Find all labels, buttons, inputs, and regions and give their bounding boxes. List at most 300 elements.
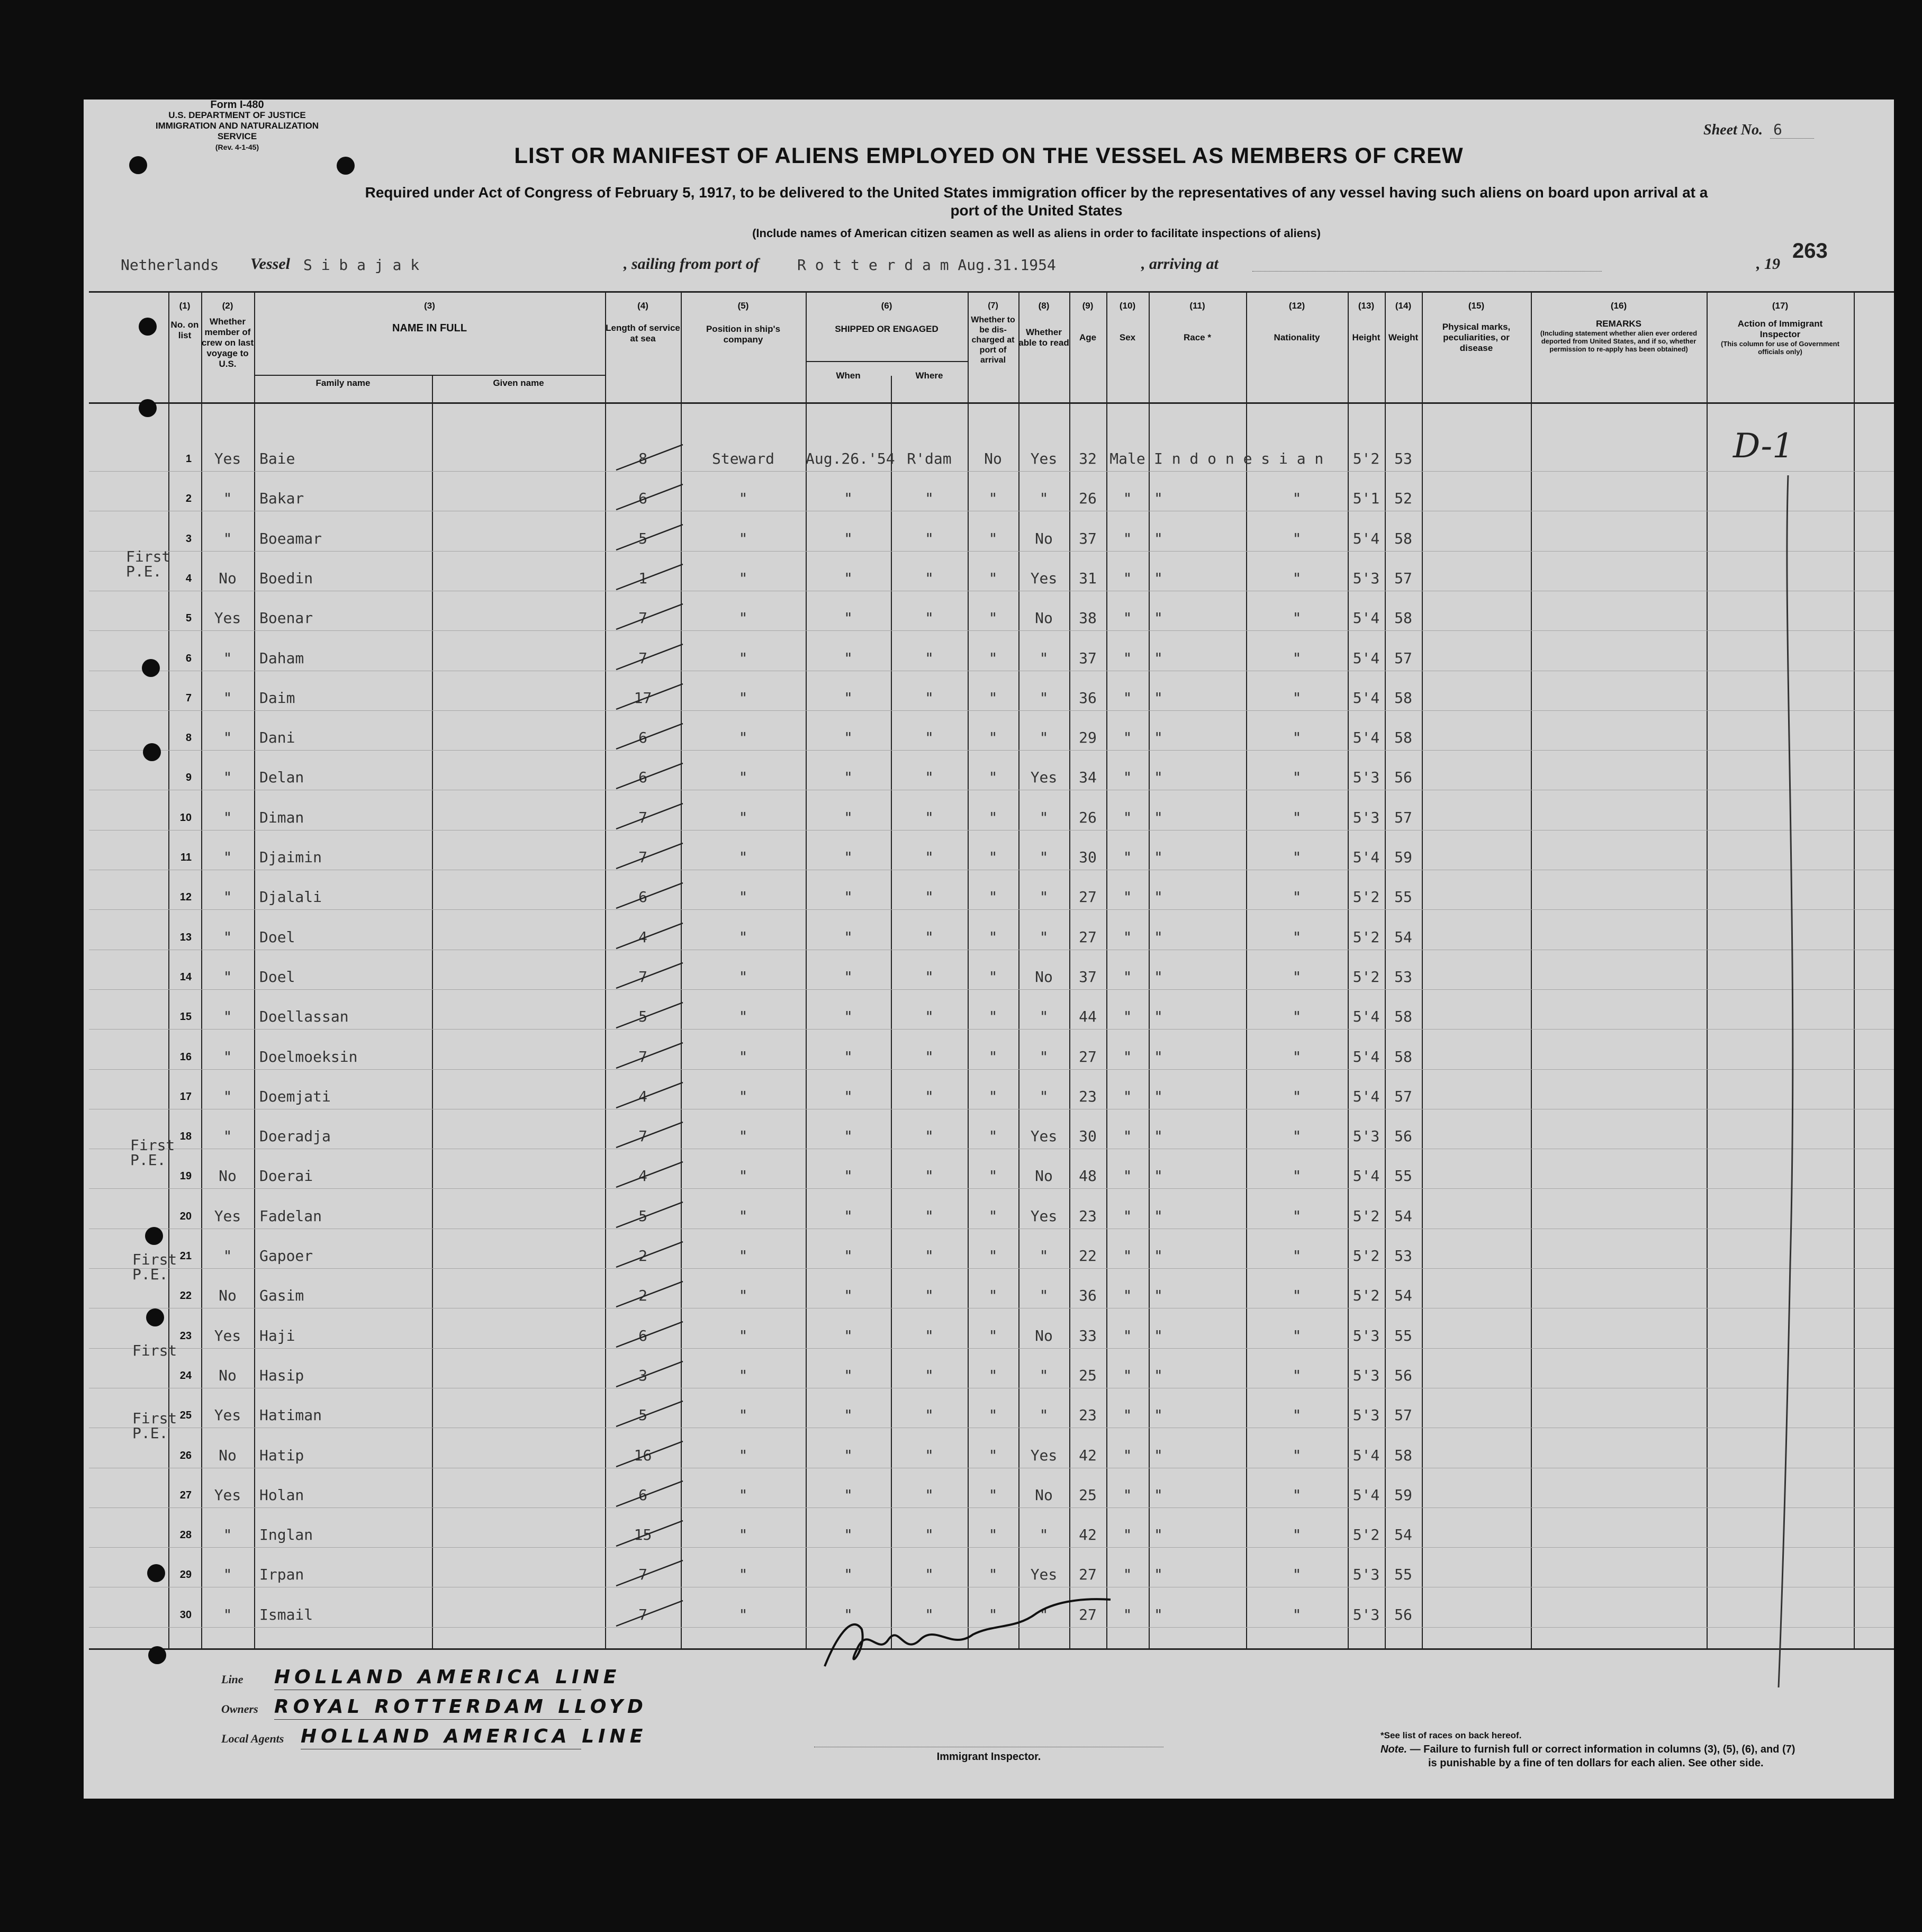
cell-discharged: ": [988, 1008, 998, 1026]
row-rule: [89, 1268, 1894, 1269]
cell-when: ": [844, 1247, 853, 1265]
service-tally-mark: [613, 720, 687, 752]
cell-weight: 58: [1394, 1008, 1412, 1026]
cell-age: 23: [1079, 1087, 1097, 1105]
cell-family: Gasim: [259, 1287, 304, 1305]
note-label: Note.: [1380, 1744, 1407, 1755]
cell-position: ": [738, 529, 748, 547]
cell-age: 34: [1079, 769, 1097, 787]
cell-sex: ": [1123, 1326, 1132, 1344]
service-tally-mark: [613, 1398, 687, 1430]
cell-nationality: ": [1292, 1446, 1302, 1464]
margin-note-row22: [132, 1252, 177, 1282]
cell-race: ": [1154, 1207, 1163, 1225]
cell-when: ": [844, 1087, 853, 1105]
cell-where: ": [925, 569, 934, 587]
cell-age: 25: [1079, 1486, 1097, 1504]
table-row: [84, 729, 1894, 750]
cell-nationality: ": [1292, 569, 1302, 587]
table-row: [84, 888, 1894, 909]
cell-read: ": [1039, 1087, 1049, 1105]
cell-family: Dani: [259, 729, 295, 747]
col-num-5: (5): [737, 301, 749, 311]
cell-crew: No: [219, 569, 237, 587]
binder-hole: [148, 1646, 166, 1664]
cell-read: Yes: [1030, 1446, 1058, 1464]
cell-position: ": [738, 848, 748, 866]
table-row: [84, 1526, 1894, 1547]
cell-service: 7: [638, 848, 647, 866]
margin-note-first: First: [132, 1251, 177, 1268]
cell-weight: 55: [1394, 888, 1412, 906]
col-label-1: No. on list: [170, 320, 199, 340]
margin-note-row24: [132, 1343, 177, 1358]
cell-crew: ": [223, 649, 232, 667]
row-rule: [89, 750, 1894, 751]
cell-weight: 54: [1394, 1287, 1412, 1305]
service-tally-mark: [613, 1358, 687, 1390]
cell-read: ": [1039, 928, 1049, 946]
cell-weight: 52: [1394, 490, 1412, 508]
cell-discharged: ": [988, 808, 998, 826]
cell-family: Doel: [259, 968, 295, 986]
cell-crew: Yes: [214, 1326, 241, 1344]
cell-weight: 53: [1394, 450, 1412, 467]
cell-age: 48: [1079, 1167, 1097, 1185]
cell-read: No: [1035, 968, 1053, 986]
cell-crew: ": [223, 928, 232, 946]
table-row: [84, 1008, 1894, 1029]
cell-where: ": [925, 1048, 934, 1066]
cell-weight: 55: [1394, 1566, 1412, 1584]
cell-race: ": [1154, 1605, 1163, 1623]
cell-crew: No: [219, 1446, 237, 1464]
cell-read: Yes: [1030, 450, 1058, 467]
cell-age: 27: [1079, 928, 1097, 946]
row-rule: [89, 1069, 1894, 1070]
cell-read: Yes: [1030, 1566, 1058, 1584]
cell-nationality: ": [1292, 1087, 1302, 1105]
service-tally-mark: [613, 521, 687, 553]
cell-nationality: ": [1292, 848, 1302, 866]
cell-where: ": [925, 928, 934, 946]
cell-when: ": [844, 1048, 853, 1066]
cell-family: Irpan: [259, 1566, 304, 1584]
cell-read: ": [1039, 490, 1049, 508]
cell-service: 7: [638, 1127, 647, 1145]
cell-position: ": [738, 1526, 748, 1544]
cell-where: ": [925, 848, 934, 866]
cell-age: 32: [1079, 450, 1097, 467]
cell-no: 6: [185, 652, 192, 664]
cell-sex: ": [1123, 808, 1132, 826]
cell-age: 27: [1079, 1048, 1097, 1066]
binder-hole: [139, 399, 157, 417]
cell-position: ": [738, 888, 748, 906]
binder-hole: [129, 156, 147, 174]
cell-read: ": [1039, 888, 1049, 906]
table-row: [84, 450, 1894, 471]
cell-position: ": [738, 1087, 748, 1105]
cell-position: ": [738, 1566, 748, 1584]
cell-where: ": [925, 649, 934, 667]
cell-family: Diman: [259, 808, 304, 826]
cell-where: ": [925, 968, 934, 986]
cell-no: 26: [179, 1449, 192, 1461]
cell-family: Djalali: [259, 888, 322, 906]
cell-weight: 54: [1394, 928, 1412, 946]
inspector-mark: D-1: [1733, 427, 1794, 466]
cell-when: ": [844, 529, 853, 547]
cell-age: 23: [1079, 1406, 1097, 1424]
cell-weight: 56: [1394, 1127, 1412, 1145]
cell-crew: ": [223, 1087, 232, 1105]
cell-when: ": [844, 1127, 853, 1145]
cell-position: ": [738, 1048, 748, 1066]
year-label: , 19: [1756, 255, 1780, 273]
cell-read: ": [1039, 1048, 1049, 1066]
cell-sex: ": [1123, 1605, 1132, 1623]
cell-crew: Yes: [214, 1406, 241, 1424]
cell-nationality: ": [1292, 1167, 1302, 1185]
cell-when: ": [844, 569, 853, 587]
cell-no: 23: [179, 1330, 192, 1342]
service-tally-mark: [613, 601, 687, 633]
row-rule: [89, 1348, 1894, 1349]
table-row: [84, 490, 1894, 511]
cell-sex: ": [1123, 928, 1132, 946]
cell-race: ": [1154, 1048, 1163, 1066]
table-row: [84, 1367, 1894, 1388]
col-note-16: (Including statement whether alien ever ordered deported from United States, and if so, whether permission to re-apply has been obtained): [1540, 329, 1698, 353]
cell-service: 5: [638, 1207, 647, 1225]
cell-nationality: ": [1292, 1127, 1302, 1145]
row-rule: [89, 1507, 1894, 1508]
cell-weight: 58: [1394, 689, 1412, 707]
margin-note-row19: [130, 1138, 175, 1168]
cell-discharged: ": [988, 1048, 998, 1066]
cell-family: Haji: [259, 1326, 295, 1344]
cell-read: ": [1039, 1287, 1049, 1305]
service-tally-mark: [613, 760, 687, 792]
cell-family: Djaimin: [259, 848, 322, 866]
service-tally-mark: [613, 1557, 687, 1589]
cell-service: 4: [638, 1167, 647, 1185]
row-rule: [89, 1547, 1894, 1548]
cell-race: ": [1154, 888, 1163, 906]
service-tally-mark: [613, 641, 687, 673]
cell-discharged: ": [988, 1526, 998, 1544]
cell-age: 37: [1079, 968, 1097, 986]
cell-height: 5'4: [1352, 1048, 1380, 1066]
cell-age: 36: [1079, 1287, 1097, 1305]
cell-read: ": [1039, 1526, 1049, 1544]
cell-read: No: [1035, 1486, 1053, 1504]
cell-sex: ": [1123, 1207, 1132, 1225]
col-label-13: Height: [1352, 332, 1380, 342]
inspector-label: Immigrant Inspector.: [936, 1751, 1041, 1763]
cell-race: ": [1154, 1406, 1163, 1424]
cell-age: 29: [1079, 729, 1097, 747]
cell-discharged: ": [988, 1167, 998, 1185]
cell-family: Doellassan: [259, 1008, 349, 1026]
cell-sex: ": [1123, 649, 1132, 667]
cell-nationality: ": [1292, 1566, 1302, 1584]
cell-no: 7: [185, 692, 192, 704]
form-number: Form I-480: [210, 100, 264, 111]
cell-where: ": [925, 888, 934, 906]
margin-note-first: First: [132, 1342, 177, 1359]
cell-family: Holan: [259, 1486, 304, 1504]
col-label-16: REMARKS: [1596, 319, 1641, 329]
cell-when: ": [844, 1566, 853, 1584]
cell-age: 27: [1079, 1605, 1097, 1623]
cell-race: ": [1154, 649, 1163, 667]
service-tally-mark: [613, 1438, 687, 1470]
cell-race: ": [1154, 490, 1163, 508]
service-tally-mark: [613, 1478, 687, 1510]
col-label-3: NAME IN FULL: [392, 322, 467, 334]
cell-where: ": [925, 808, 934, 826]
cell-crew: Yes: [214, 1207, 241, 1225]
col-family-name: Family name: [315, 378, 371, 388]
cell-weight: 53: [1394, 968, 1412, 986]
cell-weight: 58: [1394, 529, 1412, 547]
cell-age: 37: [1079, 529, 1097, 547]
cell-nationality: ": [1292, 1207, 1302, 1225]
margin-note-pe: P.E.: [126, 563, 162, 580]
row-rule: [89, 1188, 1894, 1189]
cell-height: 5'4: [1352, 1087, 1380, 1105]
cell-family: Daham: [259, 649, 304, 667]
cell-read: ": [1039, 1366, 1049, 1384]
races-note: *See list of races on back hereof.: [1380, 1730, 1522, 1740]
cell-age: 26: [1079, 490, 1097, 508]
cell-height: 5'3: [1352, 1127, 1380, 1145]
col-label-9: Age: [1079, 332, 1097, 342]
col-num-14: (14): [1395, 301, 1412, 311]
table-row: [84, 1287, 1894, 1308]
cell-weight: 59: [1394, 848, 1412, 866]
margin-note-pe: P.E.: [130, 1151, 166, 1169]
service-tally-mark: [613, 1079, 687, 1111]
col-label-17: Action of Immigrant Inspector: [1737, 319, 1823, 339]
service-tally-mark: [613, 1518, 687, 1549]
cell-weight: 55: [1394, 1326, 1412, 1344]
cell-family: Boenar: [259, 609, 313, 627]
cell-age: 25: [1079, 1366, 1097, 1384]
table-row: [84, 968, 1894, 989]
cell-no: 8: [185, 732, 192, 744]
col-label-8: Whether able to read: [1018, 327, 1069, 348]
cell-no: 11: [180, 852, 192, 863]
service-tally-mark: [613, 960, 687, 991]
col-label-4: Length of service at sea: [606, 323, 680, 344]
cell-race: I n d o n e s i a n: [1154, 450, 1324, 467]
service-tally-mark: [613, 920, 687, 952]
cell-position: ": [738, 1287, 748, 1305]
cell-discharged: ": [988, 1406, 998, 1424]
col-num-15: (15): [1468, 301, 1485, 311]
cell-service: 7: [638, 1605, 647, 1623]
footer-lines: [221, 1666, 804, 1762]
table-row: [84, 609, 1894, 630]
cell-sex: ": [1123, 1406, 1132, 1424]
cell-where: ": [925, 689, 934, 707]
col-label-6: SHIPPED OR ENGAGED: [835, 324, 939, 334]
owners-label: Owners: [221, 1702, 258, 1716]
cell-age: 26: [1079, 808, 1097, 826]
cell-age: 38: [1079, 609, 1097, 627]
table-row: [84, 1048, 1894, 1069]
col-label-2: Whether member of crew on last voyage to U.S.: [201, 317, 254, 369]
cell-height: 5'2: [1352, 968, 1380, 986]
cell-race: ": [1154, 769, 1163, 787]
form-rev: (Rev. 4-1-45): [215, 143, 259, 151]
cell-when: ": [844, 1167, 853, 1185]
cell-family: Hatiman: [259, 1406, 322, 1424]
cell-service: 5: [638, 1008, 647, 1026]
cell-weight: 57: [1394, 649, 1412, 667]
cell-where: ": [925, 1326, 934, 1344]
cell-sex: ": [1123, 888, 1132, 906]
cell-service: 15: [634, 1526, 652, 1544]
col-num-9: (9): [1082, 301, 1094, 311]
cell-family: Hasip: [259, 1366, 304, 1384]
cell-no: 13: [179, 931, 192, 943]
service-tally-mark: [613, 441, 687, 473]
cell-service: 7: [638, 609, 647, 627]
cell-height: 5'3: [1352, 1566, 1380, 1584]
cell-weight: 57: [1394, 808, 1412, 826]
cell-position: ": [738, 1366, 748, 1384]
cell-crew: ": [223, 769, 232, 787]
cell-sex: Male: [1109, 450, 1145, 467]
service-tally-mark: [613, 999, 687, 1031]
cell-nationality: ": [1292, 649, 1302, 667]
cell-nationality: ": [1292, 1048, 1302, 1066]
cell-discharged: ": [988, 1566, 998, 1584]
cell-race: ": [1154, 1287, 1163, 1305]
table-row: [84, 570, 1894, 591]
cell-where: ": [925, 1247, 934, 1265]
cell-discharged: ": [988, 1247, 998, 1265]
cell-weight: 57: [1394, 1406, 1412, 1424]
cell-discharged: ": [988, 1287, 998, 1305]
cell-crew: No: [219, 1167, 237, 1185]
cell-sex: ": [1123, 1247, 1132, 1265]
cell-discharged: ": [988, 689, 998, 707]
cell-weight: 57: [1394, 569, 1412, 587]
col-label-14: Weight: [1388, 332, 1419, 342]
cell-position: Steward: [711, 450, 774, 467]
row-rule: [89, 710, 1894, 711]
cell-nationality: ": [1292, 1247, 1302, 1265]
cell-weight: 58: [1394, 729, 1412, 747]
service-tally-mark: [613, 1040, 687, 1071]
col-where: Where: [915, 371, 943, 381]
cell-discharged: ": [988, 1605, 998, 1623]
cell-where: ": [925, 490, 934, 508]
cell-no: 5: [185, 612, 192, 625]
table-row: [84, 1406, 1894, 1428]
col-label-10: Sex: [1119, 332, 1136, 342]
cell-weight: 54: [1394, 1526, 1412, 1544]
cell-height: 5'3: [1352, 769, 1380, 787]
cell-position: ": [738, 1486, 748, 1504]
cell-service: 7: [638, 1566, 647, 1584]
cell-crew: Yes: [214, 1486, 241, 1504]
cell-where: ": [925, 1366, 934, 1384]
cell-no: 21: [179, 1250, 192, 1262]
cell-no: 2: [185, 493, 192, 505]
cell-crew: ": [223, 1008, 232, 1026]
cell-position: ": [738, 490, 748, 508]
cell-no: 16: [179, 1051, 192, 1063]
cell-when: ": [844, 490, 853, 508]
cell-height: 5'2: [1352, 928, 1380, 946]
cell-sex: ": [1123, 1446, 1132, 1464]
cell-race: ": [1154, 689, 1163, 707]
footer-note: [1380, 1729, 1889, 1770]
col-label-12: Nationality: [1274, 332, 1320, 342]
cell-discharged: ": [988, 649, 998, 667]
cell-sex: ": [1123, 609, 1132, 627]
cell-where: ": [925, 729, 934, 747]
cell-service: 1: [638, 569, 647, 587]
cell-service: 7: [638, 1048, 647, 1066]
cell-age: 27: [1079, 1566, 1097, 1584]
binder-hole: [139, 318, 157, 336]
service-tally-mark: [613, 561, 687, 593]
cell-weight: 56: [1394, 1605, 1412, 1623]
cell-sex: ": [1123, 689, 1132, 707]
cell-when: ": [844, 1326, 853, 1344]
binder-hole: [143, 743, 161, 761]
cell-nationality: ": [1292, 1366, 1302, 1384]
cell-sex: ": [1123, 1167, 1132, 1185]
cell-family: Bakar: [259, 490, 304, 508]
col-num-3: (3): [424, 301, 435, 311]
margin-note-first: First: [130, 1136, 175, 1154]
cell-service: 6: [638, 729, 647, 747]
cell-height: 5'3: [1352, 1366, 1380, 1384]
col-num-13: (13): [1358, 301, 1375, 311]
service-tally-mark: [613, 1278, 687, 1310]
cell-height: 5'2: [1352, 1287, 1380, 1305]
cell-when: Aug.26.'54: [806, 450, 895, 467]
cell-discharged: ": [988, 569, 998, 587]
note-text-1: — Failure to furnish full or correct information in columns (3), (5), (6), and (7): [1410, 1744, 1795, 1755]
table-row: [84, 1447, 1894, 1468]
cell-where: ": [925, 1008, 934, 1026]
col-num-2: (2): [222, 301, 233, 311]
binder-hole: [142, 659, 160, 677]
cell-height: 5'2: [1352, 888, 1380, 906]
agents-value: HOLLAND AMERICA LINE: [301, 1726, 647, 1747]
cell-nationality: ": [1292, 1008, 1302, 1026]
cell-read: ": [1039, 848, 1049, 866]
sailing-label: , sailing from port of: [624, 255, 759, 273]
cell-when: ": [844, 928, 853, 946]
cell-crew: ": [223, 848, 232, 866]
cell-crew: No: [219, 1366, 237, 1384]
cell-height: 5'3: [1352, 1326, 1380, 1344]
cell-race: ": [1154, 928, 1163, 946]
cell-discharged: ": [988, 928, 998, 946]
table-row: [84, 1327, 1894, 1348]
cell-sex: ": [1123, 968, 1132, 986]
